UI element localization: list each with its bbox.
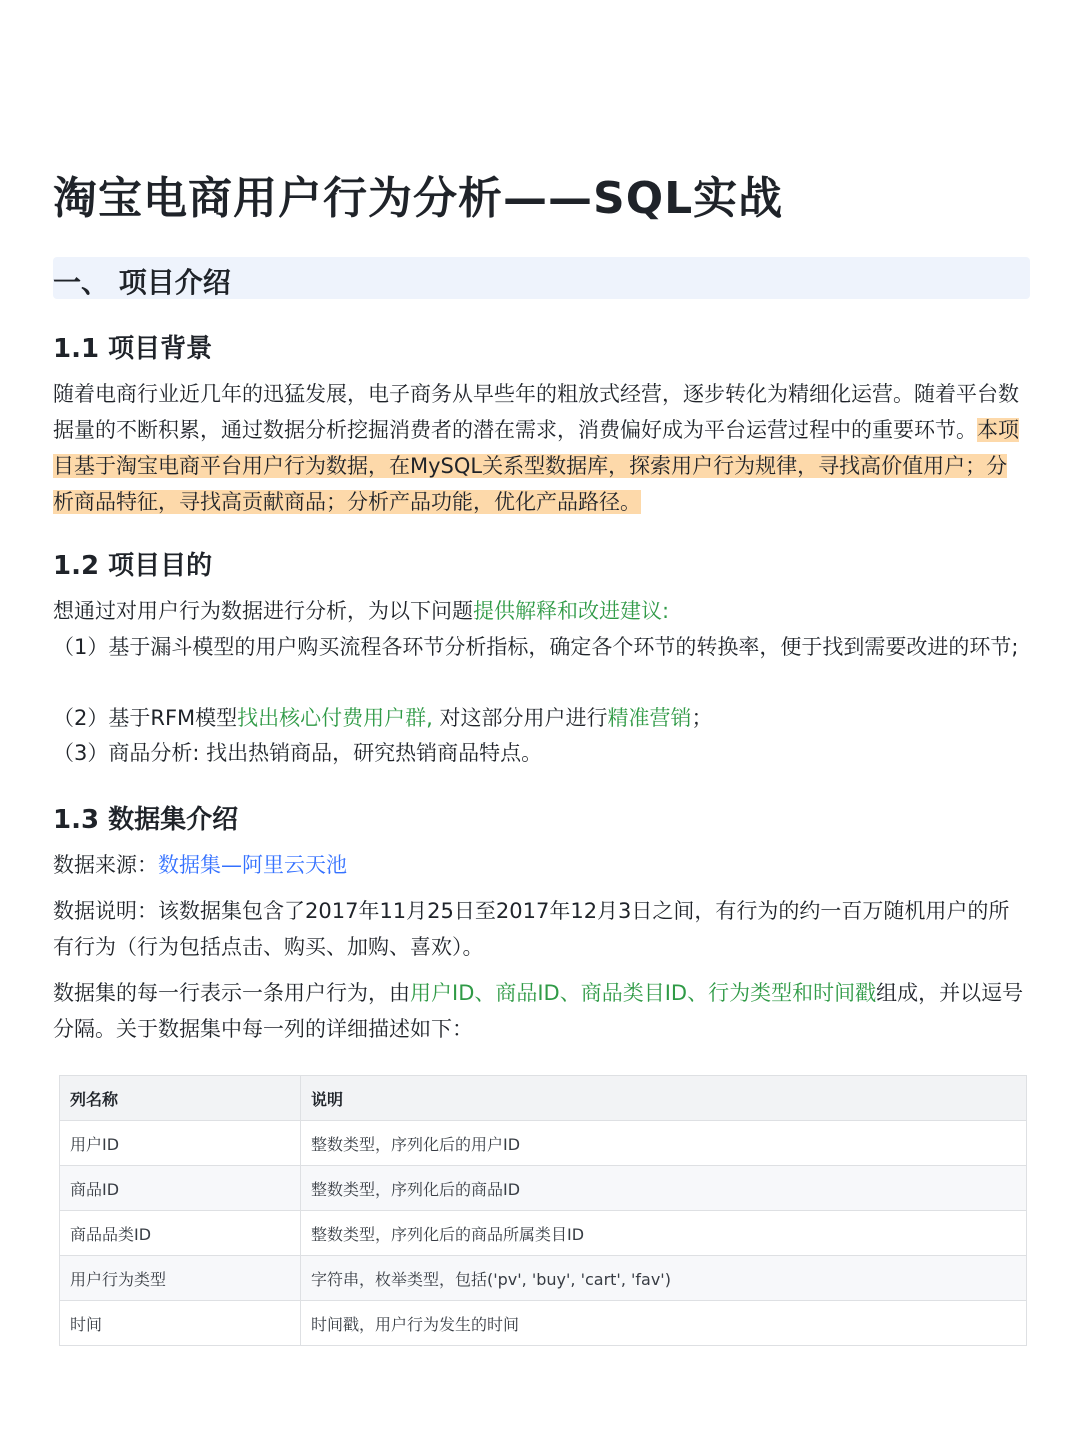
purpose-item-2-b: 对这部分用户进行 (432, 706, 608, 730)
table-cell-desc: 时间戳，用户行为发生的时间 (311, 1314, 520, 1334)
dataset-description: 数据说明：该数据集包含了2017年11月25日至2017年12月3日之间，有行为的约一百万随机用户的所有行为（行为包括点击、购买、加购、喜欢）。 (53, 899, 1010, 959)
section-heading-intro: 一、 项目介绍 (53, 266, 231, 299)
table-cell-name: 用户行为类型 (60, 1256, 301, 1301)
paragraph-purpose-intro (53, 593, 1028, 629)
dataset-source-label: 数据来源： (53, 853, 158, 877)
purpose-item-2-a: （2）基于RFM模型 (53, 706, 238, 730)
table-row (60, 1166, 1026, 1211)
table-cell-desc: 整数类型，序列化后的商品所属类目ID (301, 1211, 1027, 1256)
purpose-item-3: （3）商品分析: 找出热销商品，研究热销商品特点。 (53, 741, 543, 765)
table-row (60, 1256, 1026, 1301)
table-cell-desc: 字符串，枚举类型，包括('pv', 'buy', 'cart', 'fav') (301, 1256, 1027, 1301)
background-text: 随着电商行业近几年的迅猛发展，电子商务从早些年的粗放式经营，逐步转化为精细化运营。随着平台数据量的不断积累，通过数据分析挖掘消费者的潜在需求，消费偏好成为平台运营过程中的重要环节。 (53, 382, 1019, 442)
heading-background: 1.1 项目背景 (53, 334, 213, 364)
table-cell-name: 商品ID (60, 1166, 301, 1211)
table-header-description: 说明 (301, 1076, 1027, 1121)
row-desc-a: 数据集的每一行表示一条用户行为，由 (53, 981, 410, 1005)
page-title: 淘宝电商用户行为分析——SQL实战 (53, 173, 784, 224)
purpose-item-2-green-1: 找出核心付费用户群, (237, 706, 433, 730)
columns-table-grid (60, 1076, 1026, 1345)
table-row (60, 1121, 1026, 1166)
columns-table (59, 1075, 1027, 1346)
heading-purpose: 1.2 项目目的 (53, 551, 213, 581)
purpose-intro-green: 提供解释和改进建议: (473, 599, 670, 623)
dataset-source-link[interactable]: 数据集—阿里云天池 (158, 853, 347, 877)
row-desc-b: 组成，并以逗号分隔。关于数据集中每一列的详细描述如下： (53, 981, 1024, 1041)
table-cell-name: 时间 (60, 1301, 301, 1346)
table-header-row (60, 1076, 1026, 1121)
table-cell-name: 用户ID (60, 1121, 301, 1166)
purpose-item-2 (53, 700, 713, 736)
table-row (60, 1301, 1026, 1346)
dataset-row-description (53, 975, 1028, 1047)
table-row (60, 1211, 1026, 1256)
table-cell-name: 商品品类ID (60, 1211, 301, 1256)
row-desc-green: 用户ID、商品ID、商品类目ID、行为类型和时间戳 (410, 981, 877, 1005)
table-cell-desc: 整数类型，序列化后的用户ID (301, 1121, 1027, 1166)
purpose-item-1: （1）基于漏斗模型的用户购买流程各环节分析指标，确定各个环节的转换率，便于找到需要改进的环节; (53, 635, 1019, 659)
purpose-intro-text: 想通过对用户行为数据进行分析，为以下问题 (53, 599, 473, 623)
purpose-item-2-green-2: 精准营销 (607, 706, 692, 730)
table-cell-desc: 整数类型，序列化后的商品ID (301, 1166, 1027, 1211)
heading-dataset: 1.3 数据集介绍 (53, 805, 239, 835)
table-header-column-name: 列名称 (60, 1076, 301, 1121)
paragraph-background (53, 376, 1028, 520)
purpose-item-2-c: ； (691, 706, 713, 730)
section-heading-band (53, 257, 1030, 299)
dataset-source (53, 847, 347, 883)
background-highlight: 本项目基于淘宝电商平台用户行为数据，在MySQL关系型数据库，探索用户行为规律，寻找高价值用户；分析商品特征，寻找高贡献商品；分析产品功能，优化产品路径。 (53, 418, 1019, 514)
